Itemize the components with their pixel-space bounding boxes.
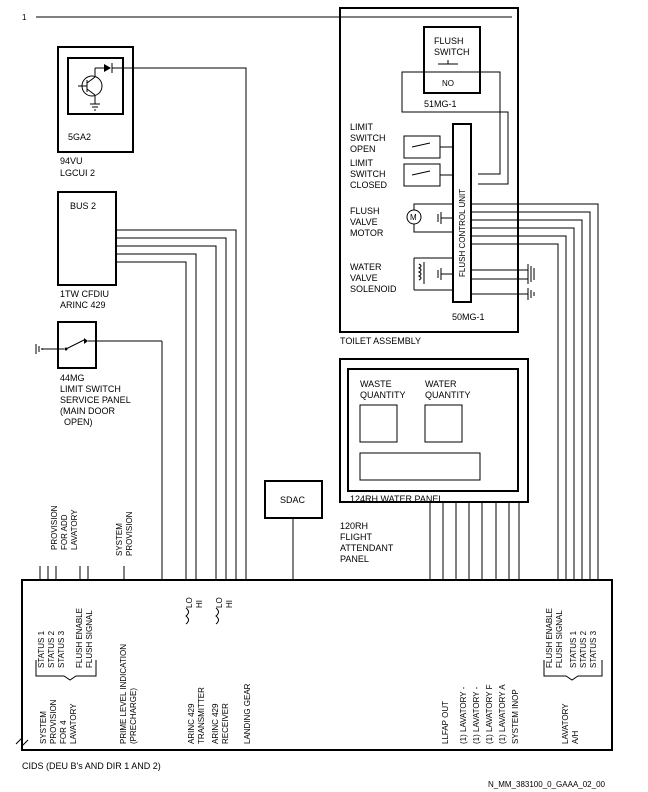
lgcui-2-block: [58, 47, 133, 152]
ga2-name2: LGCUI 2: [60, 168, 96, 178]
twist-2: [216, 608, 219, 624]
fap-l1: 120RH: [340, 521, 369, 531]
display-window: [360, 453, 480, 480]
hi-2: HI: [225, 600, 234, 608]
cids-prov3: FOR 4: [59, 720, 68, 744]
cids-prov4: LAVATORY: [69, 703, 78, 744]
flush-switch-label1: FLUSH: [434, 36, 464, 46]
cfdiu-name1: 1TW CFDIU: [60, 289, 109, 299]
cids-r-status3: STATUS 3: [589, 630, 598, 668]
motor-l2: VALVE: [350, 217, 378, 227]
cids-landing: LANDING GEAR: [243, 683, 252, 744]
limit-closed-l2: SWITCH: [350, 169, 386, 179]
cids-prime1: PRIME LEVEL INDICATION: [119, 643, 128, 744]
lo-1: LO: [185, 597, 194, 608]
sol-l1: WATER: [350, 262, 382, 272]
fap-l3: ATTENDANT: [340, 543, 394, 553]
prov-add-l1: PROVISION: [50, 505, 59, 550]
ls-name1: 44MG: [60, 373, 85, 383]
waste-2: QUANTITY: [360, 390, 406, 400]
sys-prov-l1: SYSTEM: [115, 523, 124, 556]
water-2: QUANTITY: [425, 390, 471, 400]
limit-switch-block: [58, 322, 96, 368]
cids-block: [22, 580, 612, 750]
flush-switch-ref: 51MG-1: [424, 99, 457, 109]
ls-name2: LIMIT SWITCH: [60, 384, 121, 394]
cids-lav4: (1) LAVATORY A: [498, 684, 507, 744]
cids-lav2: (1) LAVATORY -: [472, 686, 481, 744]
cids-flush-enable: FLUSH ENABLE: [75, 607, 84, 668]
cids-tx2: TRANSMITTER: [197, 687, 206, 744]
break-mark: [16, 738, 28, 746]
limit-open-l1: LIMIT: [350, 122, 374, 132]
wire-flush-sw-1: [402, 72, 508, 184]
ls-name3: SERVICE PANEL: [60, 395, 131, 405]
water-1: WATER: [425, 379, 457, 389]
ref-1: 1: [22, 13, 27, 22]
cids-rx2: RECEIVER: [221, 703, 230, 744]
cids-lav1: (1) LAVATORY -: [459, 686, 468, 744]
cids-r-flush-enable: FLUSH ENABLE: [545, 607, 554, 668]
ls-name5: OPEN): [64, 417, 93, 427]
water-panel-title: 124RH WATER PANEL: [350, 494, 444, 504]
wire-fcu-1: [471, 204, 598, 580]
motor-l1: FLUSH: [350, 206, 380, 216]
waste-1: WASTE: [360, 379, 392, 389]
waste-gauge: [360, 405, 397, 442]
cids-r-status2: STATUS 2: [579, 630, 588, 668]
hi-1: HI: [195, 600, 204, 608]
cids-status2: STATUS 2: [47, 630, 56, 668]
cids-lav-a1: LAVATORY: [561, 703, 570, 744]
cfdiu-bus: BUS 2: [70, 201, 97, 211]
sys-prov-l2: PROVISION: [125, 511, 134, 556]
motor-l3: MOTOR: [350, 228, 384, 238]
sdac-label: SDAC: [280, 495, 306, 505]
cids-status1: STATUS 1: [37, 630, 46, 668]
ground-symbols: [471, 264, 534, 300]
figure-id: N_MM_383100_0_GAAA_02_00: [488, 780, 605, 789]
toilet-title: TOILET ASSEMBLY: [340, 336, 422, 346]
ls-name4: (MAIN DOOR: [60, 406, 115, 416]
prov-add-l2: FOR ADD: [60, 514, 69, 550]
limit-open-l2: SWITCH: [350, 133, 386, 143]
cids-prov2: PROVISION: [49, 699, 58, 744]
wire-fcu-3: [471, 220, 582, 580]
cids-r-status1: STATUS 1: [569, 630, 578, 668]
flush-switch-label2: SWITCH: [434, 47, 470, 57]
fcu-label: FLUSH CONTROL UNIT: [458, 188, 467, 277]
cids-title: CIDS (DEU B's AND DIR 1 AND 2): [22, 761, 161, 771]
wire-fcu-4: [471, 228, 574, 580]
prov-add-l3: LAVATORY: [70, 509, 79, 550]
limit-open-l3: OPEN: [350, 144, 376, 154]
ga2-ref: 5GA2: [68, 132, 92, 142]
cids-lav-a2: A/H: [571, 730, 580, 744]
wire-cfdiu-1: [116, 230, 236, 580]
cids-r-flush-signal: FLUSH SIGNAL: [555, 610, 564, 668]
ga2-name1: 94VU: [60, 156, 83, 166]
motor-m: M: [410, 213, 417, 222]
cids-flush-signal: FLUSH SIGNAL: [85, 610, 94, 668]
flush-switch-no: NO: [442, 79, 454, 88]
sol-l2: VALVE: [350, 273, 378, 283]
sol-l3: SOLENOID: [350, 284, 397, 294]
limit-closed-l3: CLOSED: [350, 180, 388, 190]
cids-prov1: SYSTEM: [39, 711, 48, 744]
fcu-ref: 50MG-1: [452, 312, 485, 322]
cids-status3: STATUS 3: [57, 630, 66, 668]
cids-rx1: ARINC 429: [211, 703, 220, 744]
fap-l2: FLIGHT: [340, 532, 373, 542]
cids-lav3: (1) LAVATORY F: [485, 684, 494, 744]
limit-closed-l1: LIMIT: [350, 158, 374, 168]
cids-inop: SYSTEM INOP: [511, 689, 520, 744]
fap-l4: PANEL: [340, 554, 369, 564]
cfdiu-name2: ARINC 429: [60, 300, 106, 310]
cids-llfap: LLFAP OUT: [441, 701, 450, 744]
twist-1: [186, 608, 189, 624]
lo-2: LO: [215, 597, 224, 608]
water-gauge: [425, 405, 462, 442]
cids-prime2: (PRECHARGE): [129, 687, 138, 744]
cids-tx1: ARINC 429: [187, 703, 196, 744]
